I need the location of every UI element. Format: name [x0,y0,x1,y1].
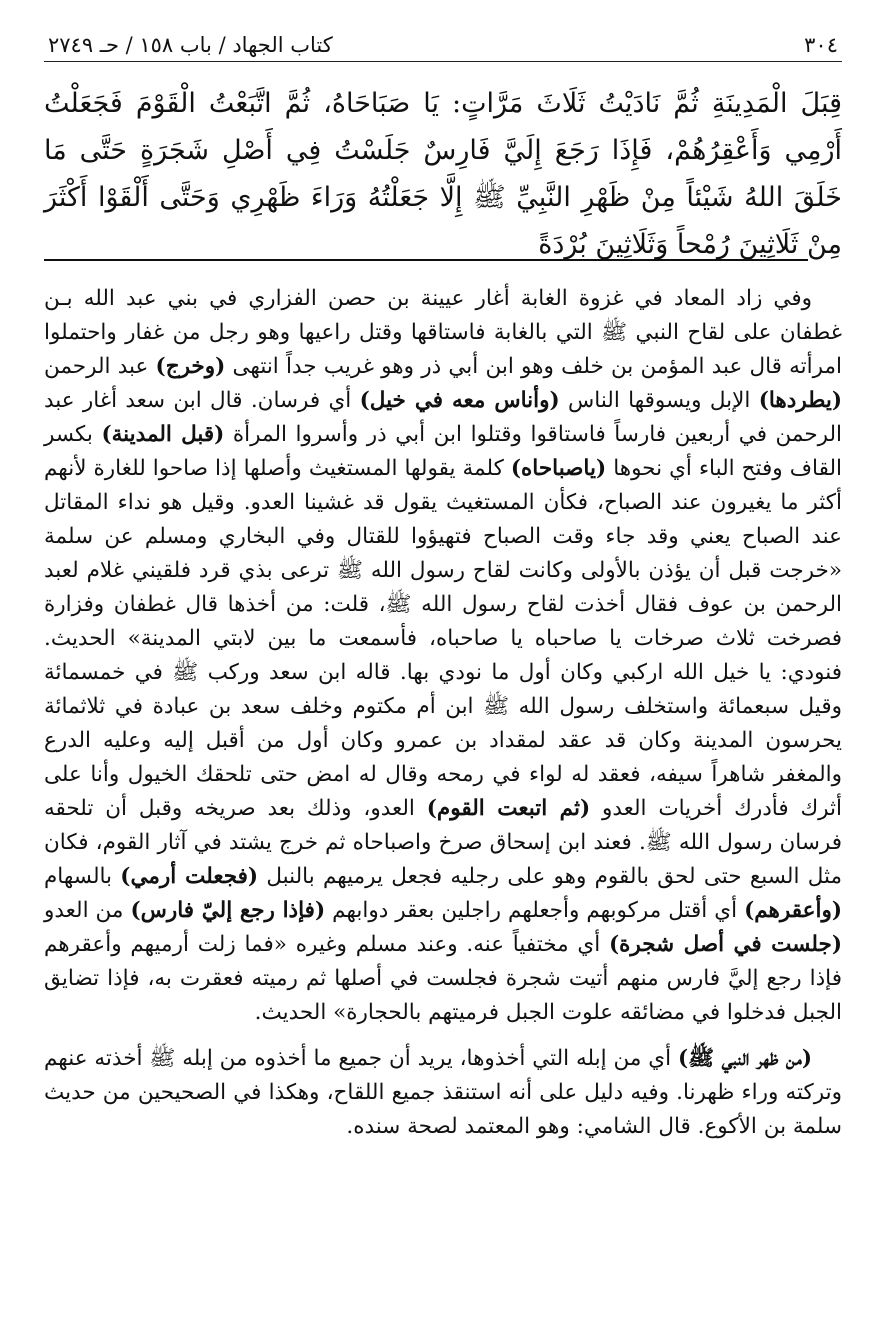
page-header [48,30,838,60]
commentary-paragraph [44,1042,842,1144]
commentary [44,282,842,1144]
quoted-phrase: (يطردها) [758,388,842,413]
commentary-text: من العدو [44,898,131,923]
commentary-text: أي مختفياً عنه. وعند مسلم وغيره «فما زلت أرميهم وأعقرهم فإذا رجع إليَّ فارس منهم أتيت شجرة فجلست في أصلها ثم رميته فعقرت به، فإذا تضايق الجبل فدخلوا في مضائقه علوت الجبل فرميتهم بالحجارة» الحديث. [44,932,842,1025]
commentary-text: أي من إبله التي أخذوها، يريد أن جميع ما أخذوه من إبله ﷺ أخذته عنهم وتركته وراء ظهرنا. وفيه دليل على أنه استنقذ جميع اللقاح، وهكذا في الصحيحين من حديث سلمة بن الأكوع. قال الشامي: وهو المعتمد لصحة سنده. [44,1046,842,1139]
commentary-text: العدو، وذلك بعد صريخه وقبل أن تلحقه فرسان رسول الله ﷺ. فعند ابن إسحاق صرخ واصباحاه ثم خرج يشتد في آثار القوم، فكان مثل السبع حتى لحق بالقوم وهو على رجليه فجعل يرميهم بالنبل [44,796,842,889]
quoted-phrase: (ثم اتبعت القوم) [426,796,591,821]
commentary-text: الإبل ويسوقها الناس [559,388,759,413]
commentary-text: عبد الرحمن [44,354,156,379]
quoted-phrase: (من ظهر النبي ﷺ) [677,1046,812,1071]
commentary-paragraph [44,282,842,1030]
commentary-text: أي فرسان. قال ابن سعد أغار عبد الرحمن في أربعين فارساً فاستاقوا وقتلوا ابن أبي ذر وأسروا المرأة [44,388,843,447]
quoted-phrase: (ياصباحاه) [510,456,607,481]
commentary-text: بالسهام [44,864,121,889]
quoted-phrase: (جلست في أصل شجرة) [608,932,842,957]
page-number: ٣٠٤ [804,33,838,57]
commentary-text: بكسر القاف وفتح الباء أي نحوها [44,422,842,481]
quoted-phrase: (وأناس معه في خيل) [359,388,560,413]
quoted-phrase: (فجعلت أرمي) [120,864,259,889]
header-rule [44,61,842,62]
quoted-phrase: (وأعقرهم) [744,898,842,923]
quoted-phrase: (قبل المدينة) [101,422,225,447]
chapter-reference: كتاب الجهاد / باب ١٥٨ / حـ ٢٧٤٩ [48,33,333,57]
commentary-text: أي أقتل مركوبهم وأجعلهم راجلين بعقر دوابهم [325,898,745,923]
quoted-phrase: (فإذا رجع إليّ فارس) [130,898,326,923]
commentary-text: كلمة يقولها المستغيث وأصلها إذا صاحوا للغارة لأنهم أكثر ما يغيرون عند الصباح، فكأن المستغيث يقول قد غشينا العدو. وقيل هو نداء المقاتل عند الصباح يعني وقد جاء وقت الصباح فتهيؤوا للقتال وفي البخاري ومسلم عن سلمة «خرجت قبل أن يؤذن بالأولى وكانت لقاح رسول الله ﷺ ترعى بذي قرد فلقيني غلام لعبد الرحمن بن عوف فقال أخذت لقاح رسول الله ﷺ، قلت: من أخذها قال غطفان وفزارة فصرخت ثلاث صرخات يا صاحباه يا صاحباه، فأسمعت ما بين لابتي المدينة» الحديث. فنودي: يا خيل الله اركبي وكان أول ما نودي بها. قاله ابن سعد وركب ﷺ في خمسمائة وقيل سبعمائة واستخلف رسول الله ﷺ ابن أم مكتوم وخلف سعد بن عبادة في ثلاثمائة يحرسون المدينة وكان قد عقد لمقداد بن عمرو وكان أول من أقبل إليه وعليه الدرع والمغفر شاهراً سيفه، فعقد له لواء في رمحه وقال له امض حتى تلحقك الخيول وأنا على أثرك فأدرك أخريات العدو [44,456,842,821]
hadith-text: قِبَلَ الْمَدِينَةِ ثُمَّ نَادَيْتُ ثَلَاثَ مَرَّاتٍ: يَا صَبَاحَاهُ، ثُمَّ اتَّبَعْتُ الْقَوْمَ فَجَعَلْتُ أَرْمِي وَأَعْقِرُهُمْ، فَإِذَا رَجَعَ إِلَيَّ فَارِسٌ جَلَسْتُ فِي أَصْلِ شَجَرَةٍ حَتَّى مَا خَلَقَ اللهُ شَيْئاً مِنْ ظَهْرِ النَّبِيِّ ﷺ إِلَّا جَعَلْتُهُ وَرَاءَ ظَهْرِي وَحَتَّى أَلْقَوْا أَكْثَرَ مِنْ ثَلَاثِينَ رُمْحاً وَثَلَاثِينَ بُرْدَةً [44,88,842,260]
commentary-text: وفي زاد المعاد في غزوة الغابة أغار عيينة بن حصن الفزاري في بني عبد الله بـن غطفان على لقاح النبي ﷺ التي بالغابة فاستاقها وقتل راعيها وهو رجل من غفار واحتملوا امرأته قال عبد المؤمن بن خلف وهو ابن أبي ذر وهو غريب جداً انتهى [44,286,842,379]
section-divider [44,259,808,261]
quoted-phrase: (وخرج) [155,354,226,379]
